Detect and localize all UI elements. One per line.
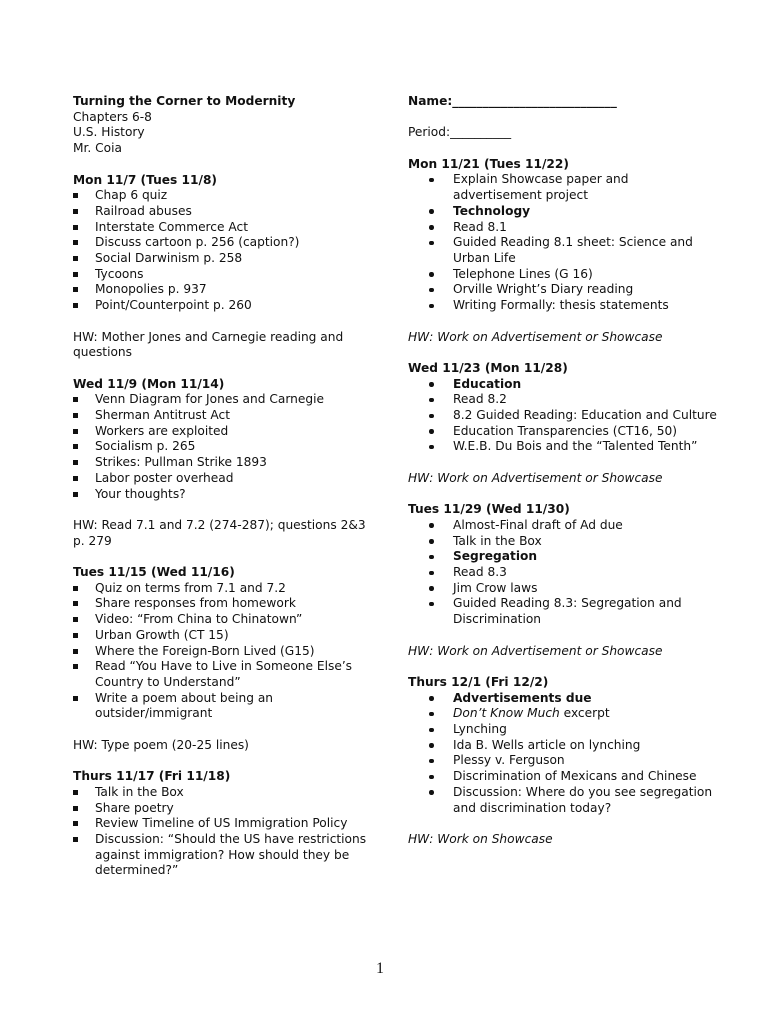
day-section	[73, 173, 373, 314]
round-bullet-icon	[429, 304, 434, 309]
agenda-list	[73, 785, 373, 879]
day-section	[73, 377, 373, 503]
round-bullet-icon	[429, 398, 434, 403]
list-item: Discuss cartoon p. 256 (caption?)	[73, 235, 373, 251]
list-item: Discussion: Where do you see segregation and discrimination today?	[408, 785, 718, 816]
day-heading: Wed 11/23 (Mon 11/28)	[408, 360, 568, 375]
round-bullet-icon	[429, 225, 434, 230]
square-bullet-icon	[73, 492, 78, 497]
square-bullet-icon	[73, 617, 78, 622]
round-bullet-icon	[429, 602, 434, 607]
list-item: 8.2 Guided Reading: Education and Culture	[408, 408, 718, 424]
round-bullet-icon	[429, 571, 434, 576]
square-bullet-icon	[73, 664, 78, 669]
list-item: Social Darwinism p. 258	[73, 251, 373, 267]
list-item: Almost-Final draft of Ad due	[408, 518, 718, 534]
list-item: Technology	[408, 204, 718, 220]
day-heading: Tues 11/15 (Wed 11/16)	[73, 565, 235, 580]
day-heading: Thurs 11/17 (Fri 11/18)	[73, 769, 231, 784]
list-item: Where the Foreign-Born Lived (G15)	[73, 644, 373, 660]
document-header	[73, 94, 373, 157]
list-item: Read 8.2	[408, 392, 718, 408]
list-item: Venn Diagram for Jones and Carnegie	[73, 392, 373, 408]
day-section	[73, 565, 373, 722]
homework-note: HW: Mother Jones and Carnegie reading and questions	[73, 329, 344, 360]
list-item: Urban Growth (CT 15)	[73, 628, 373, 644]
teacher-line: Mr. Coia	[73, 141, 122, 156]
round-bullet-icon	[429, 539, 434, 544]
homework-note: HW: Work on Advertisement or Showcase	[408, 329, 663, 344]
agenda-list	[408, 172, 718, 313]
list-item: Ida B. Wells article on lynching	[408, 738, 718, 754]
day-section	[408, 157, 718, 314]
list-item: Share responses from homework	[73, 596, 373, 612]
square-bullet-icon	[73, 225, 78, 230]
list-item: Advertisements due	[408, 691, 718, 707]
round-bullet-icon	[429, 445, 434, 450]
list-item: Read 8.1	[408, 220, 718, 236]
homework-note: HW: Work on Advertisement or Showcase	[408, 470, 663, 485]
round-bullet-icon	[429, 743, 434, 748]
list-item: Don’t Know Much excerpt	[408, 706, 718, 722]
square-bullet-icon	[73, 806, 78, 811]
list-item: Quiz on terms from 7.1 and 7.2	[73, 581, 373, 597]
round-bullet-icon	[429, 209, 434, 214]
square-bullet-icon	[73, 240, 78, 245]
square-bullet-icon	[73, 601, 78, 606]
round-bullet-icon	[429, 382, 434, 387]
agenda-list	[73, 581, 373, 722]
list-item: Your thoughts?	[73, 487, 373, 503]
list-item: Sherman Antitrust Act	[73, 408, 373, 424]
square-bullet-icon	[73, 413, 78, 418]
left-column	[73, 94, 373, 895]
homework-note: HW: Read 7.1 and 7.2 (274-287); questions 2&3 p. 279	[73, 517, 366, 548]
student-info	[408, 94, 718, 141]
square-bullet-icon	[73, 821, 78, 826]
round-bullet-icon	[429, 586, 434, 591]
day-heading: Tues 11/29 (Wed 11/30)	[408, 502, 570, 517]
list-item: Talk in the Box	[408, 534, 718, 550]
list-item: Discussion: “Should the US have restrictions against immigration? How should they be determined?”	[73, 832, 373, 879]
list-item: Talk in the Box	[73, 785, 373, 801]
homework-note: HW: Type poem (20-25 lines)	[73, 737, 249, 752]
list-item: Chap 6 quiz	[73, 188, 373, 204]
round-bullet-icon	[429, 241, 434, 246]
agenda-list	[408, 377, 718, 456]
list-item: Read “You Have to Live in Someone Else’s Country to Understand”	[73, 659, 373, 690]
list-item: Writing Formally: thesis statements	[408, 298, 718, 314]
name-field: Name:___________________________	[408, 94, 617, 108]
list-item: Railroad abuses	[73, 204, 373, 220]
list-item: Interstate Commerce Act	[73, 220, 373, 236]
day-section	[408, 361, 718, 455]
day-section	[408, 675, 718, 816]
day-section	[408, 502, 718, 628]
round-bullet-icon	[429, 555, 434, 560]
list-item: Segregation	[408, 549, 718, 565]
list-item: Share poetry	[73, 801, 373, 817]
list-item: Telephone Lines (G 16)	[408, 267, 718, 283]
round-bullet-icon	[429, 728, 434, 733]
list-item: Video: “From China to Chinatown”	[73, 612, 373, 628]
round-bullet-icon	[429, 712, 434, 717]
list-item: Workers are exploited	[73, 424, 373, 440]
list-item: Point/Counterpoint p. 260	[73, 298, 373, 314]
list-item: Guided Reading 8.3: Segregation and Discrimination	[408, 596, 718, 627]
square-bullet-icon	[73, 256, 78, 261]
period-field: Period:__________	[408, 125, 512, 140]
agenda-list	[408, 691, 718, 817]
day-section	[73, 769, 373, 879]
right-column	[408, 94, 718, 848]
round-bullet-icon	[429, 523, 434, 528]
round-bullet-icon	[429, 178, 434, 183]
list-item: Tycoons	[73, 267, 373, 283]
list-item: W.E.B. Du Bois and the “Talented Tenth”	[408, 439, 718, 455]
square-bullet-icon	[73, 444, 78, 449]
agenda-list	[73, 392, 373, 502]
square-bullet-icon	[73, 397, 78, 402]
page-number: 1	[376, 960, 384, 977]
square-bullet-icon	[73, 193, 78, 198]
list-item: Education Transparencies (CT16, 50)	[408, 424, 718, 440]
list-item: Monopolies p. 937	[73, 282, 373, 298]
list-item: Read 8.3	[408, 565, 718, 581]
list-item: Labor poster overhead	[73, 471, 373, 487]
square-bullet-icon	[73, 272, 78, 277]
list-item: Plessy v. Ferguson	[408, 753, 718, 769]
homework-note: HW: Work on Showcase	[408, 831, 553, 846]
agenda-list	[73, 188, 373, 314]
chapters-line: Chapters 6-8	[73, 109, 152, 124]
round-bullet-icon	[429, 429, 434, 434]
round-bullet-icon	[429, 272, 434, 277]
square-bullet-icon	[73, 586, 78, 591]
square-bullet-icon	[73, 287, 78, 292]
list-item: Orville Wright’s Diary reading	[408, 282, 718, 298]
list-item: Jim Crow laws	[408, 581, 718, 597]
square-bullet-icon	[73, 837, 78, 842]
day-heading: Mon 11/7 (Tues 11/8)	[73, 172, 217, 187]
round-bullet-icon	[429, 775, 434, 780]
day-heading: Mon 11/21 (Tues 11/22)	[408, 156, 569, 171]
list-item: Review Timeline of US Immigration Policy	[73, 816, 373, 832]
round-bullet-icon	[429, 288, 434, 293]
square-bullet-icon	[73, 696, 78, 701]
day-heading: Wed 11/9 (Mon 11/14)	[73, 376, 225, 391]
list-item: Discrimination of Mexicans and Chinese	[408, 769, 718, 785]
square-bullet-icon	[73, 790, 78, 795]
list-item: Strikes: Pullman Strike 1893	[73, 455, 373, 471]
list-item: Write a poem about being an outsider/immigrant	[73, 691, 373, 722]
list-item: Lynching	[408, 722, 718, 738]
list-item: Guided Reading 8.1 sheet: Science and Urban Life	[408, 235, 718, 266]
round-bullet-icon	[429, 696, 434, 701]
round-bullet-icon	[429, 759, 434, 764]
day-heading: Thurs 12/1 (Fri 12/2)	[408, 674, 549, 689]
list-item: Explain Showcase paper and advertisement project	[408, 172, 718, 203]
square-bullet-icon	[73, 303, 78, 308]
list-item: Socialism p. 265	[73, 439, 373, 455]
square-bullet-icon	[73, 209, 78, 214]
list-item: Education	[408, 377, 718, 393]
round-bullet-icon	[429, 790, 434, 795]
square-bullet-icon	[73, 460, 78, 465]
round-bullet-icon	[429, 414, 434, 419]
square-bullet-icon	[73, 429, 78, 434]
document-title: Turning the Corner to Modernity	[73, 94, 296, 108]
square-bullet-icon	[73, 649, 78, 654]
agenda-list	[408, 518, 718, 628]
course-line: U.S. History	[73, 125, 145, 140]
homework-note: HW: Work on Advertisement or Showcase	[408, 643, 663, 658]
square-bullet-icon	[73, 633, 78, 638]
square-bullet-icon	[73, 476, 78, 481]
